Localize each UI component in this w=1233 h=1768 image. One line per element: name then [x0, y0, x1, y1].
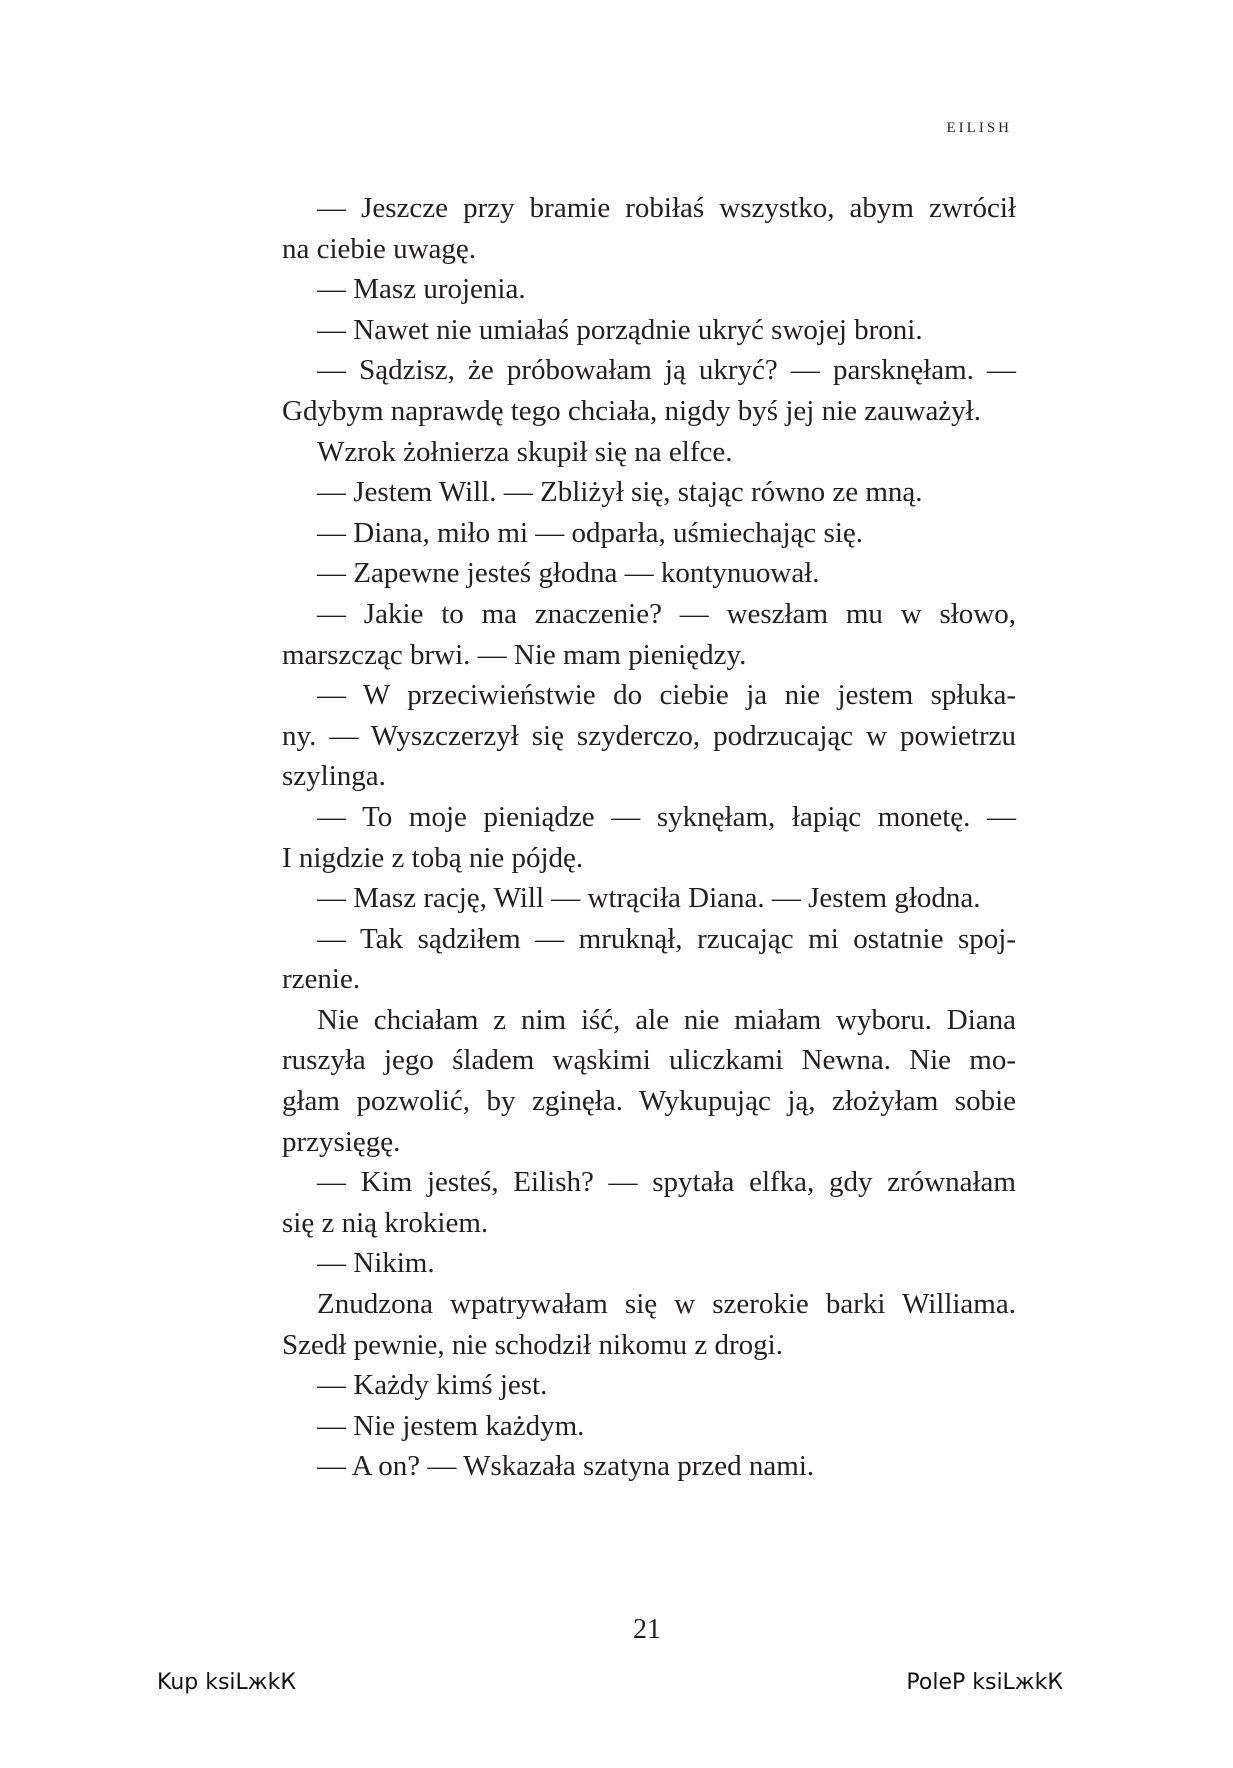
text-line: — Nawet nie umiałaś porządnie ukryć swojej broni.: [317, 313, 923, 346]
text-line: szylinga.: [282, 760, 386, 793]
text-line: — Zapewne jesteś głodna — kontynuował.: [317, 557, 820, 590]
text-line: ruszyła jego śladem wąskimi uliczkami Newna. Nie mo-: [282, 1044, 1016, 1077]
text-line: — Kim jesteś, Eilish? — spytała elfka, gdy zrównałam: [317, 1166, 1016, 1199]
text-line: Gdybym naprawdę tego chciała, nigdy byś jej nie zauważył.: [282, 394, 981, 427]
footer-buy-book-link[interactable]: Kup ksiLжkК: [157, 1670, 296, 1695]
text-line: — Tak sądziłem — mruknął, rzucając mi ostatnie spoj-: [317, 922, 1016, 955]
running-head: EILISH: [946, 120, 1012, 136]
text-line: Nie chciałam z nim iść, ale nie miałam wyboru. Diana: [317, 1003, 1016, 1036]
text-line: — Masz rację, Will — wtrąciła Diana. — Jestem głodna.: [317, 882, 981, 915]
text-line: — Diana, miło mi — odparła, uśmiechając się.: [317, 516, 864, 549]
text-line: na ciebie uwagę.: [282, 232, 477, 265]
footer-recommend-book-link[interactable]: PoleР ksiLжkК: [906, 1670, 1063, 1695]
text-line: marszcząc brwi. — Nie mam pieniędzy.: [282, 638, 747, 671]
text-line: — Nie jestem każdym.: [317, 1409, 585, 1442]
text-line: rzenie.: [282, 963, 361, 996]
text-line: Szedł pewnie, nie schodził nikomu z drogi.: [282, 1328, 783, 1361]
text-line: — Sądzisz, że próbowałam ją ukryć? — parsknęłam. —: [317, 354, 1016, 387]
text-line: się z nią krokiem.: [282, 1206, 489, 1239]
text-line: — Nikim.: [317, 1247, 435, 1280]
text-line: — Jakie to ma znaczenie? — weszłam mu w słowo,: [317, 597, 1016, 630]
text-line: — W przeciwieństwie do ciebie ja nie jestem spłuka-: [317, 679, 1016, 712]
text-line: przysięgę.: [282, 1125, 401, 1158]
text-line: — Masz urojenia.: [317, 273, 526, 306]
text-line: — To moje pieniądze — syknęłam, łapiąc monetę. —: [317, 800, 1016, 833]
text-line: Znudzona wpatrywałam się w szerokie barki Williama.: [317, 1288, 1016, 1321]
text-line: głam pozwolić, by zginęła. Wykupując ją, złożyłam sobie: [282, 1085, 1016, 1118]
page-number: 21: [633, 1614, 661, 1645]
text-line: ny. — Wyszczerzył się szyderczo, podrzucając w powietrzu: [282, 719, 1016, 752]
text-line: — Każdy kimś jest.: [317, 1369, 548, 1402]
text-line: — A on? — Wskazała szatyna przed nami.: [317, 1450, 815, 1483]
text-line: I nigdzie z tobą nie pójdę.: [282, 841, 584, 874]
text-line: — Jestem Will. — Zbliżył się, stając równo ze mną.: [317, 476, 923, 509]
text-line: — Jeszcze przy bramie robiłaś wszystko, abym zwrócił: [317, 192, 1016, 224]
text-line: Wzrok żołnierza skupił się na elfce.: [317, 435, 733, 468]
body-text: [282, 188, 1016, 1487]
